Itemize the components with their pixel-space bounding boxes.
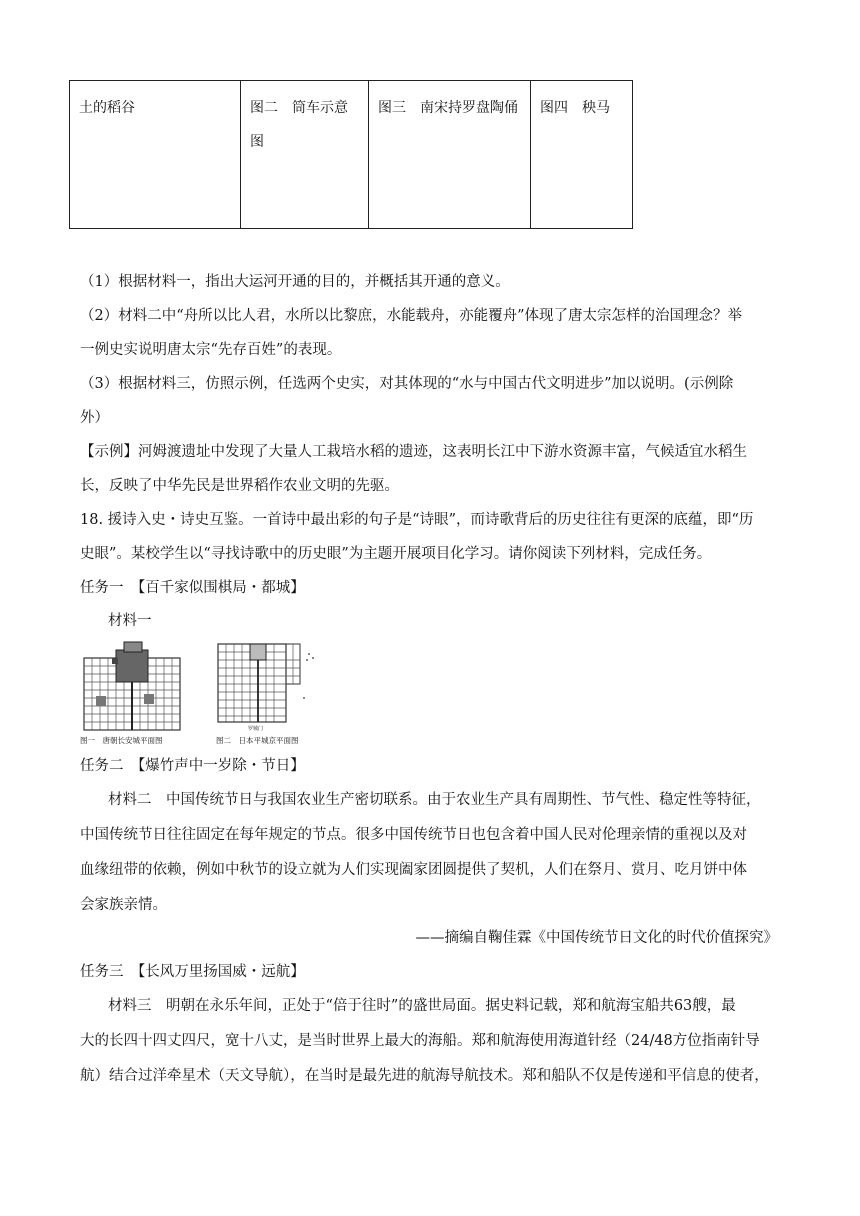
question-2-line2: 一例史实说明唐太宗“先存百姓”的表现。: [80, 342, 342, 358]
question-3-line1: （3）根据材料三，仿照示例，任选两个史实，对其体现的“水与中国古代文明进步”加以说明。(示例除: [80, 376, 734, 392]
figure2-caption: 图二 日本平城京平面图: [216, 736, 299, 745]
task1-title: 任务一 【百千家似围棋局・都城】: [80, 580, 305, 596]
task2-material-line1: 材料二 中国传统节日与我国农业生产密切联系。由于农业生产具有周期性、节气性、稳定性等特征，: [108, 792, 761, 808]
question-2-line1: （2）材料二中“舟所以比人君，水所以比黎庶，水能载舟，亦能覆舟”体现了唐太宗怎样的治国理念？举: [80, 308, 743, 324]
figure2-gate-label: 罗城门: [248, 726, 264, 732]
question-18-line2: 史眼”。某校学生以“寻找诗歌中的历史眼”为主题开展项目化学习。请你阅读下列材料，完成任务。: [80, 546, 712, 562]
task2-title: 任务二 【爆竹声中一岁除・节日】: [80, 758, 305, 774]
changan-grid-map: [82, 640, 184, 732]
task3-material-line3: 航）结合过洋牵星术（天文导航），在当时是最先进的航海导航技术。郑和船队不仅是传递和平信息的使者，: [80, 1068, 769, 1084]
task2-material-line2: 中国传统节日往往固定在每年规定的节点。很多中国传统节日也包含着中国人民对伦理亲情的重视以及对: [80, 827, 747, 843]
question-3-line2: 外）: [80, 410, 109, 426]
task2-material-line4: 会家族亲情。: [80, 897, 167, 913]
task3-material-line2: 大的长四十四丈四尺，宽十八丈，是当时世界上最大的海船。郑和航海使用海道针经（24/48方位指南针导: [80, 1033, 760, 1049]
changan-city-plan-figure: [80, 640, 184, 745]
figure1-caption: 图一 唐朝长安城平面图: [80, 736, 163, 745]
example-line2: 长，反映了中华先民是世界稻作农业文明的先驱。: [80, 478, 399, 494]
caption-table: [69, 80, 633, 229]
example-line1: 【示例】河姆渡遗址中发现了大量人工栽培水稻的遗迹，这表明长江中下游水资源丰富，气候适宜水稻生: [80, 444, 747, 460]
caption-cell-waterwheel: 图二 筒车示意图: [241, 81, 369, 229]
task1-material-label: 材料一: [108, 613, 152, 629]
question-18-line1: 18. 援诗入史・诗史互鉴。一首诗中最出彩的句子是“诗眼”，而诗歌背后的历史往往有更深的底蕴，即“历: [80, 512, 754, 528]
caption-cell-compass-figurine: 图三 南宋持罗盘陶俑: [369, 81, 531, 229]
task2-source: ——摘编自鞠佳霖《中国传统节日文化的时代价值探究》: [415, 930, 778, 946]
task3-material-line1: 材料三 明朝在永乐年间，正处于“倍于往时”的盛世局面。据史料记载，郑和航海宝船共63艘，最: [108, 998, 736, 1014]
caption-cell-seedling-horse: 图四 秧马: [531, 81, 633, 229]
caption-cell-rice: 土的稻谷: [70, 81, 241, 229]
task2-material-line3: 血缘纽带的依赖，例如中秋节的设立就为人们实现阖家团圆提供了契机，人们在祭月、赏月、吃月饼中体: [80, 862, 747, 878]
question-1: （1）根据材料一，指出大运河开通的目的，并概括其开通的意义。: [80, 274, 510, 290]
heijokyo-grid-map: [214, 642, 322, 726]
heijokyo-city-plan-figure: [214, 642, 322, 745]
task3-title: 任务三 【长风万里扬国威・远航】: [80, 964, 305, 980]
